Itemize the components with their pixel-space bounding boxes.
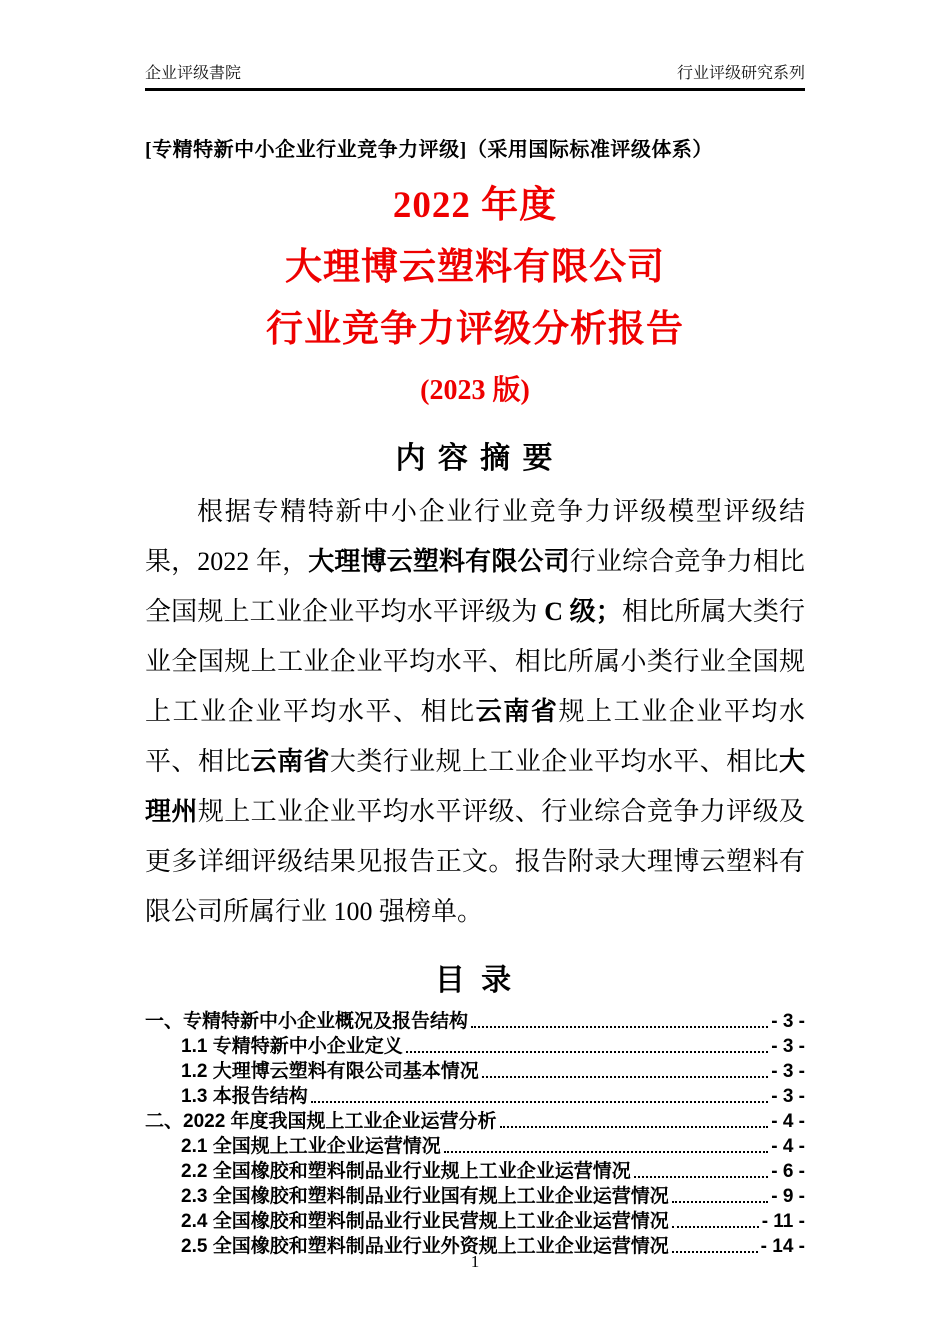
toc-dots-leader — [672, 1226, 759, 1228]
summary-text: 行业综合竞争力相比全国规上工业企业平均水平评级为 — [145, 547, 805, 626]
table-of-contents — [145, 1009, 805, 1259]
toc-label: 2.2 全国橡胶和塑料制品业行业规上工业企业运营情况 — [181, 1161, 631, 1182]
toc-label: 二、2022 年度我国规上工业企业运营分析 — [145, 1111, 497, 1132]
province-name-bold: 云南省 — [250, 747, 330, 776]
report-title-block — [145, 175, 805, 361]
toc-item-1-2[interactable] — [145, 1059, 805, 1084]
toc-dots-leader — [482, 1076, 769, 1078]
summary-text: 规上工业企业平均水平、相比 — [145, 697, 805, 776]
toc-page-number: - 3 - — [771, 1011, 805, 1032]
toc-dots-leader — [500, 1126, 769, 1128]
toc-label: 2.5 全国橡胶和塑料制品业行业外资规上工业企业运营情况 — [181, 1236, 669, 1257]
toc-page-number: - 4 - — [771, 1136, 805, 1157]
toc-page-number: - 3 - — [771, 1086, 805, 1107]
toc-label: 2.1 全国规上工业企业运营情况 — [181, 1136, 441, 1157]
toc-item-1-3[interactable] — [145, 1084, 805, 1109]
classification-line: [专精特新中小企业行业竞争力评级]（采用国际标准评级体系） — [145, 139, 713, 161]
report-year-title: 2022 年度 — [392, 185, 558, 226]
province-name-bold: 云南省 — [475, 697, 559, 726]
toc-label: 1.3 本报告结构 — [181, 1086, 308, 1107]
toc-item-2-2[interactable] — [145, 1159, 805, 1184]
page-header — [145, 0, 805, 91]
edition-label: (2023 版) — [420, 375, 530, 406]
toc-heading: 目 录 — [434, 964, 516, 997]
summary-text: 根据专精特新中小企业行业竞争力评级模型评级结果，2022 年， — [145, 497, 805, 576]
toc-dots-leader — [471, 1026, 768, 1028]
summary-paragraph — [145, 487, 805, 937]
toc-dots-leader — [672, 1201, 769, 1203]
toc-item-2-4[interactable] — [145, 1209, 805, 1234]
toc-page-number: - 6 - — [771, 1161, 805, 1182]
toc-page-number: - 9 - — [771, 1186, 805, 1207]
prefecture-name-bold: 大理州 — [145, 747, 805, 826]
toc-label: 一、专精特新中小企业概况及报告结构 — [145, 1011, 469, 1032]
toc-item-2-3[interactable] — [145, 1184, 805, 1209]
toc-item-2-1[interactable] — [145, 1134, 805, 1159]
company-name-bold: 大理博云塑料有限公司 — [308, 547, 570, 576]
toc-item-section-1[interactable] — [145, 1009, 805, 1034]
rating-grade-bold: C 级； — [544, 597, 622, 626]
summary-text: 大类行业规上工业企业平均水平、相比 — [329, 747, 779, 776]
toc-label: 1.2 大理博云塑料有限公司基本情况 — [181, 1061, 479, 1082]
toc-page-number: - 3 - — [771, 1061, 805, 1082]
toc-page-number: - 4 - — [771, 1111, 805, 1132]
toc-dots-leader — [634, 1176, 769, 1178]
toc-item-section-2[interactable] — [145, 1109, 805, 1134]
toc-page-number: - 3 - — [771, 1036, 805, 1057]
report-type-title: 行业竞争力评级分析报告 — [266, 309, 684, 350]
header-right-text: 行业评级研究系列 — [676, 65, 805, 82]
toc-label: 1.1 专精特新中小企业定义 — [181, 1036, 403, 1057]
page-number: 1 — [470, 1252, 480, 1271]
toc-dots-leader — [444, 1151, 769, 1153]
company-name-title: 大理博云塑料有限公司 — [285, 247, 665, 288]
toc-dots-leader — [406, 1051, 769, 1053]
header-left-text: 企业评级書院 — [145, 65, 242, 82]
toc-dots-leader — [311, 1101, 769, 1103]
toc-item-1-1[interactable] — [145, 1034, 805, 1059]
toc-label: 2.4 全国橡胶和塑料制品业行业民营规上工业企业运营情况 — [181, 1211, 669, 1232]
toc-page-number: - 11 - — [761, 1211, 805, 1232]
summary-heading: 内 容 摘 要 — [395, 442, 555, 475]
toc-label: 2.3 全国橡胶和塑料制品业行业国有规上工业企业运营情况 — [181, 1186, 669, 1207]
summary-text: 规上工业企业平均水平评级、行业综合竞争力评级及更多详细评级结果见报告正文。报告附录大理博云塑料有限公司所属行业 100 强榜单。 — [145, 797, 805, 926]
summary-text: 相比所属大类行业全国规上工业企业平均水平、相比所属小类行业全国规上工业企业平均水平、相比 — [145, 597, 805, 726]
toc-page-number: - 14 - — [760, 1236, 805, 1257]
